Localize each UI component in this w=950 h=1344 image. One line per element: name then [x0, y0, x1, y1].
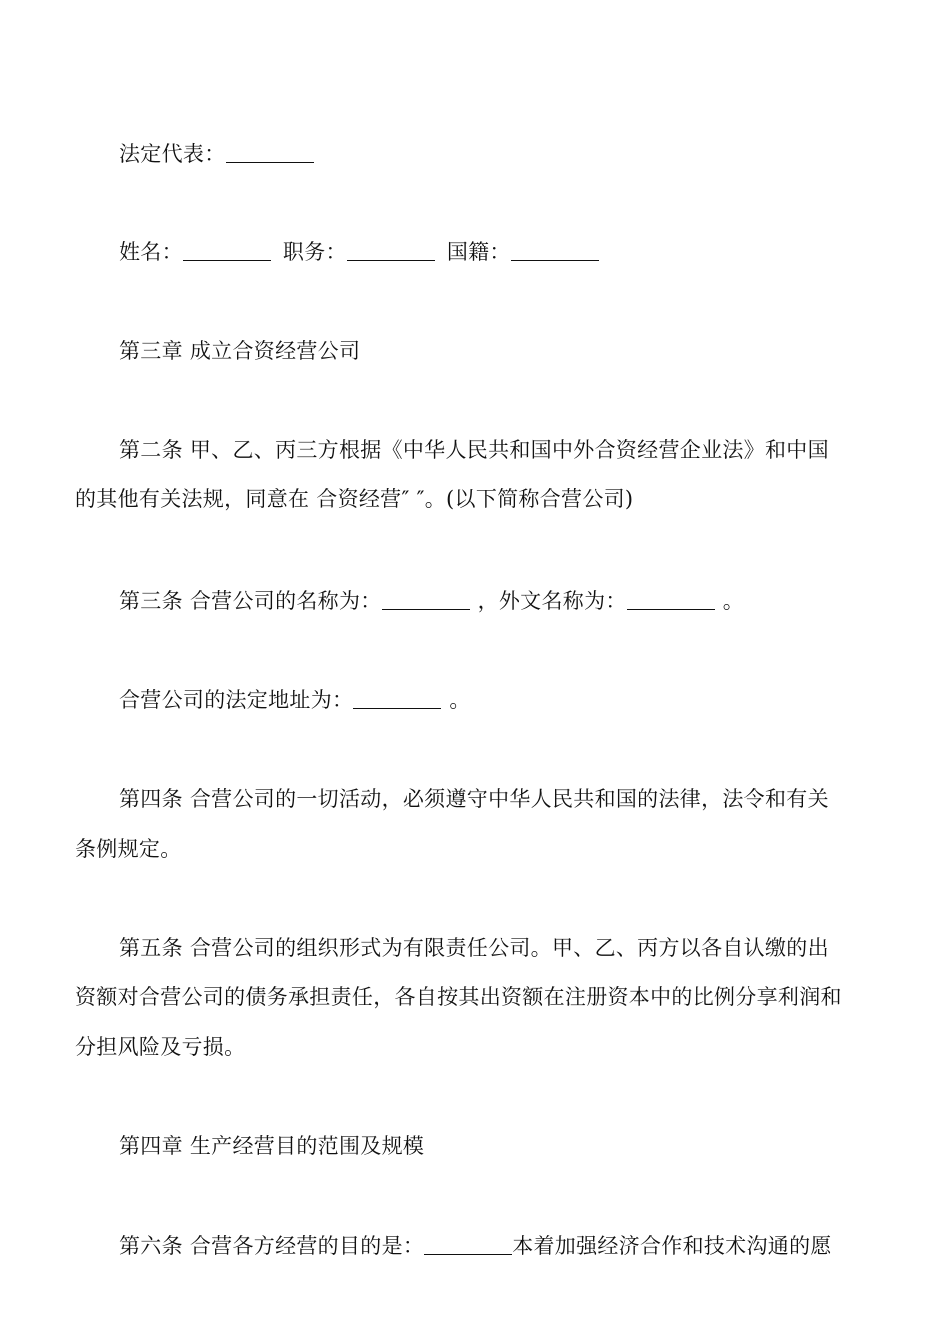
- nationality-label: 国籍：: [446, 240, 511, 264]
- business-purpose-text: 本着加强经济合作和技术沟通的愿: [512, 1234, 832, 1258]
- name-position-nationality-line: [75, 239, 924, 265]
- name-label: 姓名：: [119, 240, 183, 264]
- article-5-line-2: 资额对合营公司的债务承担责任，各自按其出资额在注册资本中的比例分享利润和: [75, 985, 842, 1009]
- article-4-line-1: 第四条 合营公司的一切活动，必须遵守中华人民共和国的法律，法令和有关: [119, 787, 829, 811]
- article-6-line: [75, 1233, 924, 1259]
- article-2-line-1: 第二条 甲、乙、丙三方根据《中华人民共和国中外合资经营企业法》和中国: [119, 438, 829, 462]
- legal-representative-label: 法定代表：: [119, 142, 226, 166]
- chapter-3-heading: 第三章 成立合资经营公司: [119, 339, 361, 363]
- article-5-line-3: 分担风险及亏损。: [75, 1035, 246, 1059]
- position-label: 职务：: [282, 240, 347, 264]
- legal-representative-line: [75, 141, 924, 167]
- article-3-line: [75, 588, 924, 614]
- legal-address-blank: [353, 690, 441, 709]
- business-purpose-label: 第六条 合营各方经营的目的是：: [119, 1234, 425, 1258]
- legal-address-label: 合营公司的法定地址为：: [119, 688, 354, 712]
- company-name-blank: [382, 591, 470, 610]
- article-3-end: 。: [722, 589, 744, 613]
- business-purpose-blank: [424, 1236, 512, 1255]
- legal-representative-blank: [226, 144, 314, 163]
- legal-address-end: 。: [449, 688, 471, 712]
- name-blank: [183, 242, 271, 261]
- company-name-label: 第三条 合营公司的名称为：: [119, 589, 382, 613]
- foreign-name-blank: [627, 591, 715, 610]
- nationality-blank: [511, 242, 599, 261]
- position-blank: [347, 242, 435, 261]
- legal-address-line: [75, 687, 924, 713]
- chapter-4-heading: 第四章 生产经营目的范围及规模: [119, 1134, 425, 1158]
- article-5-line-1: 第五条 合营公司的组织形式为有限责任公司。甲、乙、丙方以各自认缴的出: [119, 936, 829, 960]
- article-2-line-2: 的其他有关法规，同意在 合资经营″ ″。(以下简称合营公司): [75, 487, 634, 511]
- article-4-line-2: 条例规定。: [75, 837, 182, 861]
- foreign-name-label: ，外文名称为：: [477, 589, 627, 613]
